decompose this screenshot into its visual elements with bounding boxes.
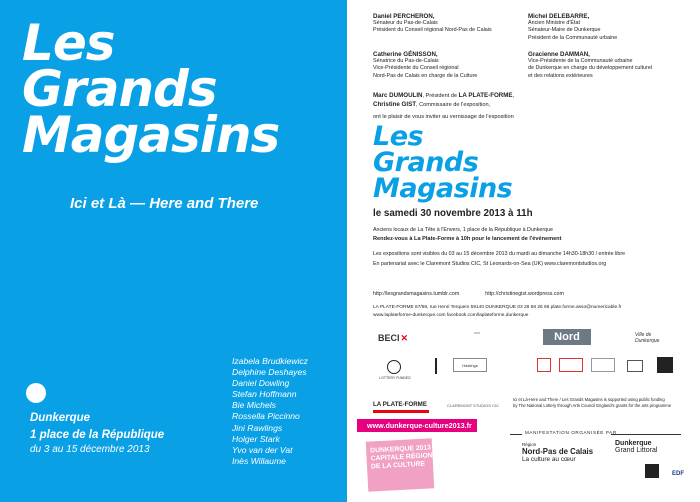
host-role: Vice-Présidente du Conseil régional [373,65,459,72]
capitale-culture-badge [366,438,447,491]
dgl-line1: Dunkerque [615,440,652,447]
host-name: Gracienne DAMMAN, [528,51,590,58]
cover-panel [0,0,347,502]
artist-name: Bie Michels [232,400,276,411]
host-role: et des relations extérieures [528,72,593,79]
host-block [373,13,492,35]
location-line: Anciens locaux de La Tête à l'Envers, 1 place de la République à Dunkerque [373,227,553,233]
vernissage-date: le samedi 30 novembre 2013 à 11h [373,208,533,219]
beci-x-icon: ✕ [400,332,409,343]
venue-address: 1 place de la République [30,429,165,441]
host-role: de Dunkerque en charge du développement culturel [528,65,653,72]
host-name: Catherine GÉNISSON, [373,51,438,58]
beci-logo [374,331,412,345]
host-role: Vice-Présidente de la Communauté urbaine [528,58,633,65]
host-block [528,51,652,80]
badge-line: DE LA CULTURE [370,460,426,471]
organised-by-label: MANIFESTATION ORGANISÉE PAR [525,430,617,435]
arts-council-icon [435,358,447,374]
npdc-logo [522,441,593,463]
organiser-org: LA PLATE-FORME [458,92,513,99]
venue-city: Dunkerque [30,412,91,424]
artist-name: Inès Willaume [232,455,286,466]
host-role: Sénateur du Pas-de-Calais [373,20,438,27]
beci-logo-text: BECI [377,333,400,343]
npdc-name: Nord-Pas de Calais [522,447,594,457]
host-block [373,51,477,80]
artist-name: Holger Stark [232,433,280,444]
artist-name: Rossella Piccinno [232,411,300,422]
la-plate-forme-logo: LA PLATE-FORME [373,400,427,408]
organiser-role: , Président de [422,93,459,99]
host-block [528,13,617,42]
artist-name: Daniel Dowling [232,378,290,389]
host-role: Sénatrice du Pas-de-Calais [373,58,439,65]
cover-subtitle: Ici et Là — Here and There [70,195,259,212]
invitation-title-line: Magasins [373,173,513,204]
dunkerque-grand-littoral-logo [615,440,657,454]
contact-web-line: www.laplateforme-dunkerque.com facebook.com/laplateforme.dunkerque [373,313,529,318]
artist-list [232,356,308,467]
badge-line: CAPITALE RÉGIONALE [370,451,447,463]
web-links [373,291,590,297]
lottery-icon [387,360,401,374]
exhibition-dates: du 3 au 15 décembre 2013 [30,444,150,455]
funding-note-line: Ici et Là-Here and There / Les Grands Magasins is supported using public funding [513,397,665,402]
host-role: Nord-Pas de Calais en charge de la Culture [373,72,478,79]
host-name: Daniel PERCHERON, [373,13,435,20]
host-role: Sénateur-Maire de Dunkerque [528,27,601,34]
pas-de-calais-icon [559,358,583,372]
cover-title-line: Les [22,14,115,72]
funding-note [513,397,671,409]
culture-url[interactable]: www.dunkerque-culture2013.fr [357,419,477,432]
invite-line: ont le plaisir de vous inviter au vernissage de l'exposition [373,114,514,120]
host-role: Président de la Communauté urbaine [528,34,618,41]
organiser-role: , Commissaire de l'exposition, [415,101,491,108]
circle-mark [26,383,46,403]
tumblr-link[interactable]: http://lesgrandsmagasins.tumblr.com [373,291,460,297]
cover-title-line: Magasins [22,106,280,164]
npdc-top: Région [522,442,537,447]
partner-line: En partenariat avec le Claremont Studios CIC, St Leonards-on-Sea (UK) www.claremontstudios.org [373,261,607,267]
badge-line: DUNKERQUE 2013 [370,444,432,455]
funding-note-line: by The National Lottery through Arts Council England's grants for the arts programme [513,403,672,408]
lottery-logo: LOTTERY FUNDED [379,376,411,380]
artist-name: Jini Rawlings [232,422,283,433]
host-role: Ancien Ministre d'État [528,20,580,27]
edf-logo: EDF [672,471,684,477]
nord-logo: Nord [543,329,591,345]
hastings-logo: Hastings [453,358,487,372]
organiser-name: Christine GIST [373,100,416,108]
invitation-title-line: Grands [373,147,479,178]
visit-line: Les expositions sont visibles du 03 au 15 décembre 2013 du mardi au dimanche 14h30-18h30 / entrée libre [373,251,626,257]
partner-square-icon [645,464,659,478]
host-role: Président du Conseil régional Nord-Pas de Calais [373,27,492,34]
invitation-title [373,121,513,204]
npdc-tagline: La culture au cœur [522,455,576,463]
invitation-panel [347,0,700,502]
partner-grey-icon [591,358,615,372]
claremont-logo: CLAREMONT STUDIOS CIC [447,402,499,408]
invitation-title-line: Les [373,121,424,152]
meeting-line: Rendez-vous à La Plate-Forme à 10h pour le lancement de l'événement [373,236,562,242]
red-partner-icon [537,358,551,372]
cover-title [22,14,280,164]
partner-small-logo [497,359,527,371]
divider [611,434,681,435]
partner-box-icon [627,360,643,372]
contact-line: LA PLATE-FORME 67/69, rue Henri Terquem 59140 DUNKERQUE 03 28 58 26 66 plate.forme.asso@numericable.fr [373,305,622,310]
dgl-line2: Grand Littoral [615,447,658,454]
divider [510,434,522,435]
artist-name: Stefan Hoffmann [232,389,297,400]
cover-title-line: Grands [22,60,217,118]
wordpress-link[interactable]: http://christinegist.wordpress.com [485,291,564,297]
organiser-punct: , [512,93,515,99]
artist-name: Delphine Deshayes [232,367,307,378]
artist-name: Izabela Brudkiewicz [232,356,308,366]
la-plate-forme-bar [373,410,429,413]
hatt-icon [657,357,673,373]
french-flag-icon [467,326,487,340]
artist-name: Yvo van der Vat [232,444,293,455]
host-name: Michel DELEBARRE, [528,13,590,20]
ville-dunkerque-logo: Ville de Dunkerque [635,332,660,344]
organiser-name: Marc DUMOULIN [373,92,423,99]
organisers [373,92,514,109]
